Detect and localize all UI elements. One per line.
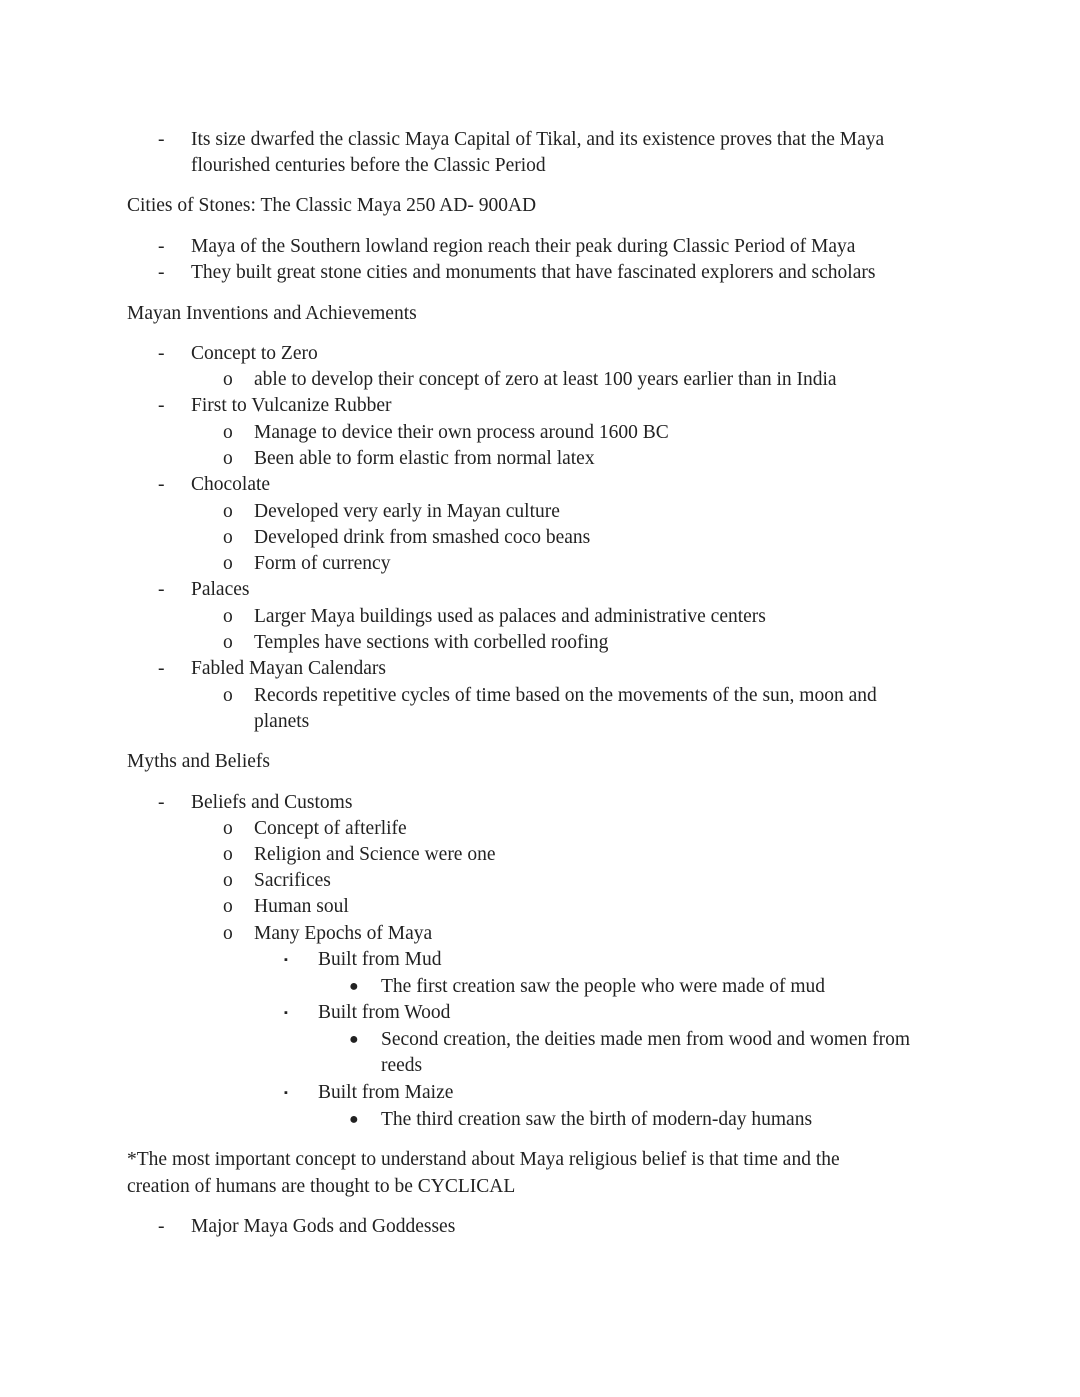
note-text: *The most important concept to understand about Maya religious belief is that time and the	[127, 1149, 840, 1170]
dash-bullet-icon: -	[158, 792, 165, 813]
sub-list-item-text: Records repetitive cycles of time based on the movements of the sun, moon and	[254, 685, 877, 706]
epoch-detail-text: The first creation saw the people who were made of mud	[381, 976, 826, 997]
epoch-detail-text: The third creation saw the birth of modern-day humans	[381, 1109, 813, 1130]
circle-bullet-icon: o	[223, 422, 233, 443]
dash-bullet-icon: -	[158, 262, 165, 283]
sub-list-item-text: Been able to form elastic from normal latex	[254, 448, 595, 469]
section-heading-text: Mayan Inventions and Achievements	[127, 303, 417, 324]
dash-bullet-icon: -	[158, 129, 165, 150]
circle-bullet-icon: o	[223, 448, 233, 469]
sub-list-item-text: Developed very early in Mayan culture	[254, 501, 560, 522]
sub-list-item-text: Developed drink from smashed coco beans	[254, 527, 591, 548]
list-item-text: They built great stone cities and monuments that have fascinated explorers and scholars	[191, 262, 876, 283]
list-item-text: Major Maya Gods and Goddesses	[191, 1216, 456, 1237]
dash-bullet-icon: -	[158, 395, 165, 416]
dash-bullet-icon: -	[158, 579, 165, 600]
list-item-text: Concept to Zero	[191, 343, 318, 364]
list-item-text: Chocolate	[191, 474, 271, 495]
list-item-text: flourished centuries before the Classic Period	[191, 155, 546, 176]
list-item-text: Its size dwarfed the classic Maya Capital of Tikal, and its existence proves that the Maya	[191, 129, 885, 150]
epoch-label: Built from Mud	[318, 949, 442, 970]
circle-bullet-icon: o	[223, 844, 233, 865]
epoch-label: Built from Maize	[318, 1082, 454, 1103]
square-bullet-icon: ▪	[284, 1087, 288, 1099]
sub-list-item-text: Larger Maya buildings used as palaces and administrative centers	[254, 606, 766, 627]
dash-bullet-icon: -	[158, 658, 165, 679]
note-text: creation of humans are thought to be CYCLICAL	[127, 1176, 516, 1197]
circle-bullet-icon: o	[223, 369, 233, 390]
sub-list-item-text: Manage to device their own process around 1600 BC	[254, 422, 669, 443]
epoch-detail-text: Second creation, the deities made men from wood and women from	[381, 1029, 911, 1050]
square-bullet-icon: ▪	[284, 1007, 288, 1019]
sub-list-item-text: Form of currency	[254, 553, 391, 574]
list-item-text: Beliefs and Customs	[191, 792, 353, 813]
circle-bullet-icon: o	[223, 501, 233, 522]
list-item-text: Maya of the Southern lowland region reach their peak during Classic Period of Maya	[191, 236, 856, 257]
sub-list-item-text: Sacrifices	[254, 870, 331, 891]
sub-list-item-text: able to develop their concept of zero at least 100 years earlier than in India	[254, 369, 837, 390]
circle-bullet-icon: o	[223, 685, 233, 706]
circle-bullet-icon: o	[223, 870, 233, 891]
list-item-text: First to Vulcanize Rubber	[191, 395, 392, 416]
round-bullet-icon: ●	[349, 1111, 359, 1128]
sub-list-item-text: Human soul	[254, 896, 349, 917]
sub-list-item-text: Many Epochs of Maya	[254, 923, 433, 944]
sub-list-item-text: Concept of afterlife	[254, 818, 407, 839]
dash-bullet-icon: -	[158, 236, 165, 257]
list-item-text: Palaces	[191, 579, 250, 600]
circle-bullet-icon: o	[223, 896, 233, 917]
section-heading-text: Cities of Stones: The Classic Maya 250 AD- 900AD	[127, 195, 537, 216]
round-bullet-icon: ●	[349, 978, 359, 995]
sub-list-item-text: Temples have sections with corbelled roofing	[254, 632, 609, 653]
section-heading-text: Myths and Beliefs	[127, 751, 270, 772]
sub-list-item-text: planets	[254, 711, 310, 732]
round-bullet-icon: ●	[349, 1031, 359, 1048]
circle-bullet-icon: o	[223, 606, 233, 627]
circle-bullet-icon: o	[223, 632, 233, 653]
circle-bullet-icon: o	[223, 553, 233, 574]
square-bullet-icon: ▪	[284, 954, 288, 966]
dash-bullet-icon: -	[158, 474, 165, 495]
epoch-label: Built from Wood	[318, 1002, 451, 1023]
dash-bullet-icon: -	[158, 1216, 165, 1237]
circle-bullet-icon: o	[223, 818, 233, 839]
epoch-detail-text: reeds	[381, 1055, 423, 1076]
dash-bullet-icon: -	[158, 343, 165, 364]
circle-bullet-icon: o	[223, 923, 233, 944]
circle-bullet-icon: o	[223, 527, 233, 548]
list-item-text: Fabled Mayan Calendars	[191, 658, 386, 679]
sub-list-item-text: Religion and Science were one	[254, 844, 496, 865]
